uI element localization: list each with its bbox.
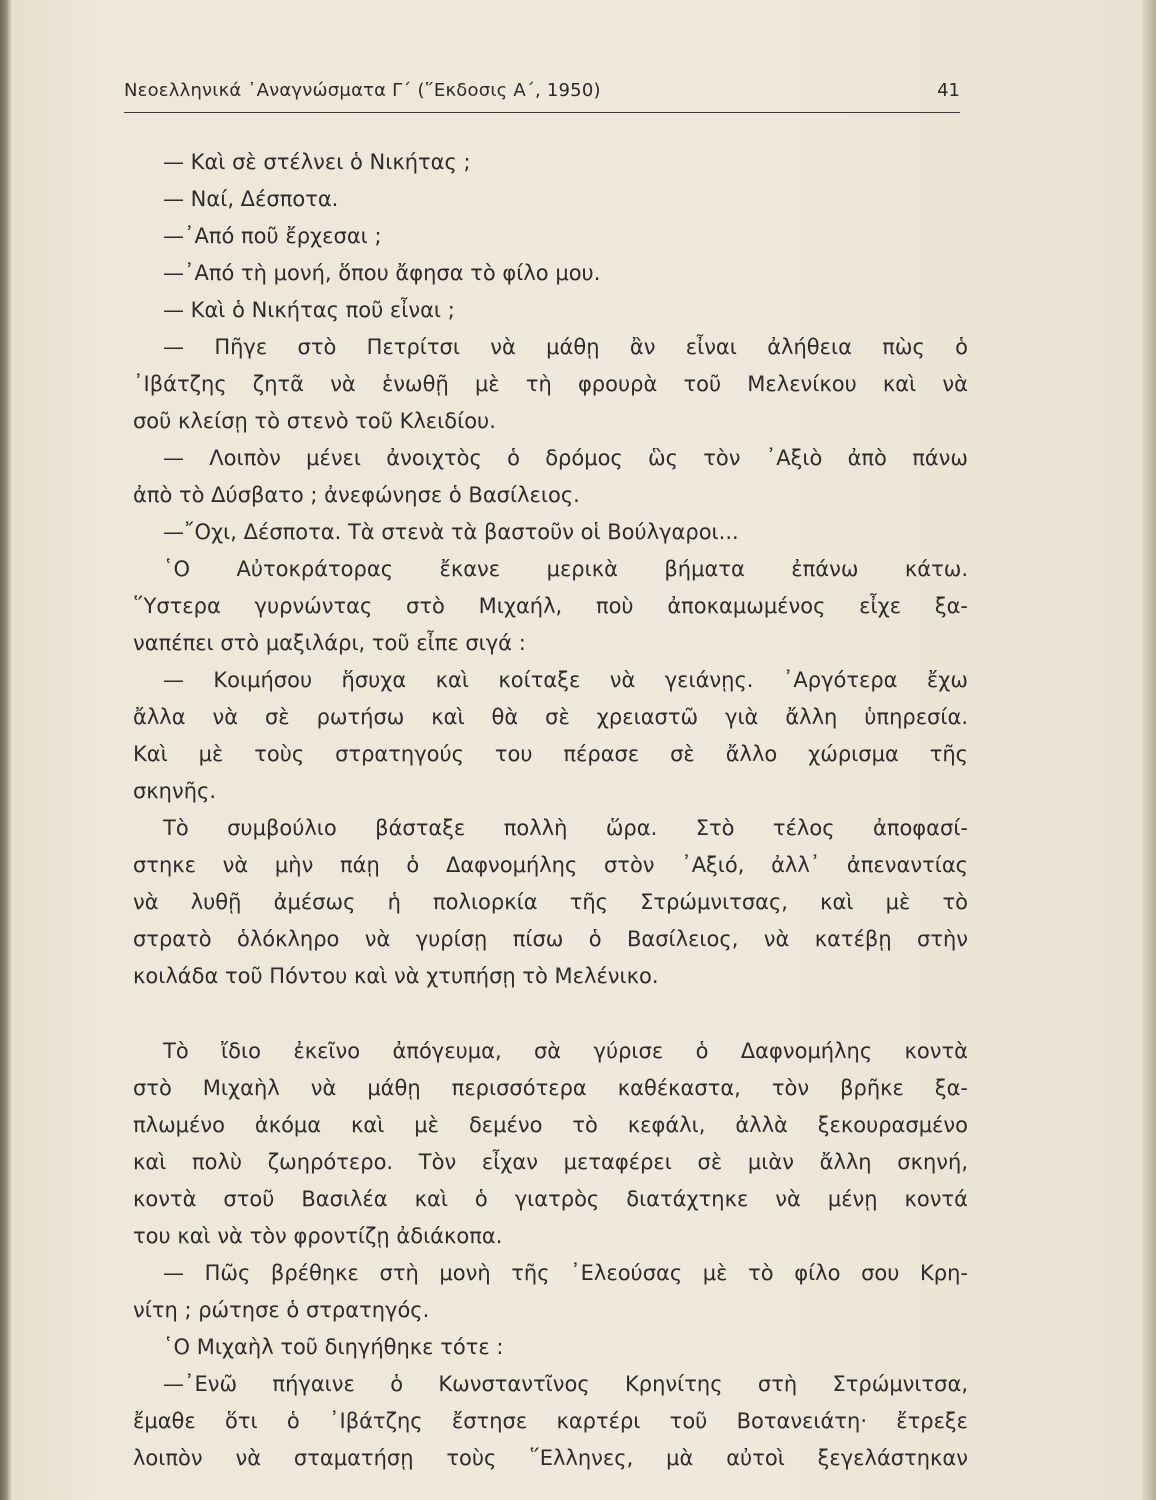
text-line: κοιλάδα τοῦ Πόντου καὶ νὰ χτυπήσῃ τὸ Μελένικο.: [133, 964, 659, 988]
text-line: νίτη ; ρώτησε ὁ στρατηγός.: [133, 1298, 430, 1322]
text-line: — Κοιμήσου ἥσυχα καὶ κοίταξε νὰ γειάνῃς. ᾿Αργότερα ἔχω: [163, 668, 968, 692]
text-line: σοῦ κλείσῃ τὸ στενὸ τοῦ Κλειδίου.: [133, 409, 496, 433]
text-line: ῾Ο Αὐτοκράτορας ἔκανε μερικὰ βήματα ἐπάνω κάτω.: [163, 557, 968, 581]
text-line: Τὸ ἴδιο ἐκεῖνο ἀπόγευμα, σὰ γύρισε ὁ Δαφνομήλης κοντὰ: [163, 1039, 968, 1063]
text-line: του καὶ νὰ τὸν φροντίζῃ ἀδιάκοπα.: [133, 1224, 503, 1248]
text-line: Καὶ μὲ τοὺς στρατηγούς του πέρασε σὲ ἄλλο χώρισμα τῆς: [133, 742, 968, 766]
text-line: λοιπὸν νὰ σταματήσῃ τοὺς ῞Ελληνες, μὰ αὐτοὶ ξεγελάστηκαν: [133, 1446, 968, 1470]
text-line: ῞Υστερα γυρνώντας στὸ Μιχαήλ, ποὺ ἀποκαμωμένος εἶχε ξα-: [133, 594, 968, 618]
text-line: ἀπὸ τὸ Δύσβατο ; ἀνεφώνησε ὁ Βασίλειος.: [133, 483, 580, 507]
text-line: στρατὸ ὁλόκληρο νὰ γυρίσῃ πίσω ὁ Βασίλειος, νὰ κατέβῃ στὴν: [133, 927, 968, 951]
text-line: — Πῆγε στὸ Πετρίτσι νὰ μάθῃ ἂν εἶναι ἀλήθεια πὼς ὁ: [163, 335, 968, 359]
text-line: Τὸ συμβούλιο βάσταξε πολλὴ ὥρα. Στὸ τέλος ἀποφασί-: [163, 816, 968, 840]
text-line: — Ναί, Δέσποτα.: [163, 187, 339, 211]
text-line: σκηνῆς.: [133, 779, 217, 803]
page-number: 41: [937, 80, 960, 101]
running-header: [124, 78, 960, 113]
header-title: Νεοελληνικά ᾿Αναγνώσματα Γ΄ (῞Εκδοσις Α΄, 1950): [124, 80, 601, 101]
section-gap: [133, 995, 968, 1033]
text-line: στηκε νὰ μὴν πάῃ ὁ Δαφνομήλης στὸν ᾿Αξιό, ἀλλ᾿ ἀπεναντίας: [133, 853, 968, 877]
text-line: κοντὰ στοῦ Βασιλέα καὶ ὁ γιατρὸς διατάχτηκε νὰ μένῃ κοντά: [133, 1187, 968, 1211]
text-line: ἔμαθε ὅτι ὁ ᾿Ιβάτζης ἔστησε καρτέρι τοῦ Βοτανειάτη· ἔτρεξε: [133, 1409, 968, 1433]
page-body: [133, 144, 968, 1477]
text-line: ναπέπει στὸ μαξιλάρι, τοῦ εἶπε σιγά :: [133, 631, 526, 655]
text-line: — Καὶ σὲ στέλνει ὁ Νικήτας ;: [163, 150, 471, 174]
text-line: — Πῶς βρέθηκε στὴ μονὴ τῆς ᾿Ελεούσας μὲ τὸ φίλο σου Κρη-: [163, 1261, 968, 1285]
text-line: ἄλλα νὰ σὲ ρωτήσω καὶ θὰ σὲ χρειαστῶ γιὰ ἄλλη ὑπηρεσία.: [133, 705, 968, 729]
text-line: —᾿Από τὴ μονή, ὅπου ἄφησα τὸ φίλο μου.: [163, 261, 601, 285]
text-line: ῾Ο Μιχαὴλ τοῦ διηγήθηκε τότε :: [163, 1335, 504, 1359]
text-line: — Λοιπὸν μένει ἀνοιχτὸς ὁ δρόμος ὣς τὸν ᾿Αξιὸ ἀπὸ πάνω: [163, 446, 968, 470]
text-line: ᾿Ιβάτζης ζητᾶ νὰ ἑνωθῇ μὲ τὴ φρουρὰ τοῦ Μελενίκου καὶ νὰ: [133, 372, 968, 396]
text-line: — Καὶ ὁ Νικήτας ποῦ εἶναι ;: [163, 298, 455, 322]
page-right-edge: [1142, 0, 1156, 1500]
text-line: —᾿Από ποῦ ἔρχεσαι ;: [163, 224, 382, 248]
text-line: καὶ πολὺ ζωηρότερο. Τὸν εἶχαν μεταφέρει σὲ μιὰν ἄλλη σκηνή,: [133, 1150, 968, 1174]
book-binding-edge: [0, 0, 10, 1500]
text-line: —῎Οχι, Δέσποτα. Τὰ στενὰ τὰ βαστοῦν οἱ Βούλγαροι...: [163, 520, 739, 544]
text-line: νὰ λυθῇ ἀμέσως ἡ πολιορκία τῆς Στρώμνιτσας, καὶ μὲ τὸ: [133, 890, 968, 914]
text-line: —᾿Ενῶ πήγαινε ὁ Κωνσταντῖνος Κρηνίτης στὴ Στρώμνιτσα,: [163, 1372, 968, 1396]
text-line: πλωμένο ἀκόμα καὶ μὲ δεμένο τὸ κεφάλι, ἀλλὰ ξεκουρασμένο: [133, 1113, 968, 1137]
text-line: στὸ Μιχαὴλ νὰ μάθῃ περισσότερα καθέκαστα, τὸν βρῆκε ξα-: [133, 1076, 968, 1100]
